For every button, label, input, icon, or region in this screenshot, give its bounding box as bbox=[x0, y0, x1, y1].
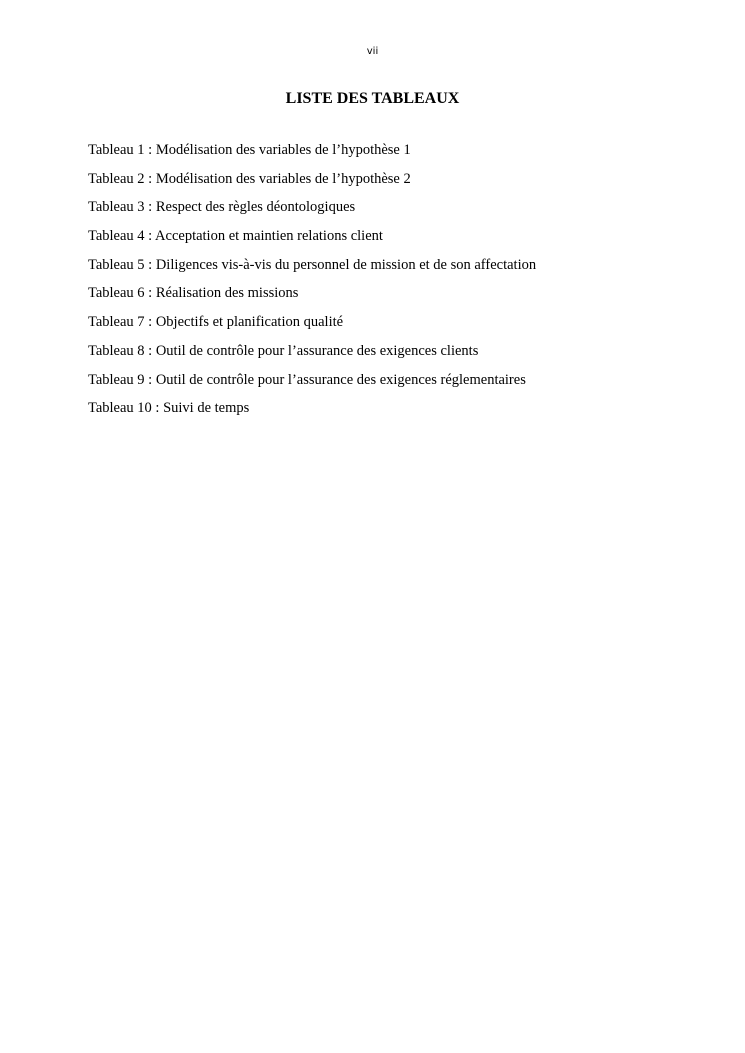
table-list-item-10: Tableau 10 : Suivi de temps bbox=[88, 400, 250, 417]
page-title: LISTE DES TABLEAUX bbox=[285, 90, 460, 107]
table-list-item-2: Tableau 2 : Modélisation des variables de l’hypothèse 2 bbox=[88, 170, 411, 187]
table-list bbox=[88, 140, 708, 427]
table-list-item-6: Tableau 6 : Réalisation des missions bbox=[88, 285, 299, 302]
table-list-item-7: Tableau 7 : Objectifs et planification qualité bbox=[88, 314, 344, 331]
table-list-item-3: Tableau 3 : Respect des règles déontologiques bbox=[88, 199, 356, 216]
page-number: vii bbox=[366, 46, 379, 57]
table-list-item-4: Tableau 4 : Acceptation et maintien relations client bbox=[88, 228, 383, 245]
table-list-item-1: Tableau 1 : Modélisation des variables de l’hypothèse 1 bbox=[88, 142, 411, 158]
table-list-item-8: Tableau 8 : Outil de contrôle pour l’assurance des exigences clients bbox=[88, 342, 479, 359]
table-list-item-9: Tableau 9 : Outil de contrôle pour l’assurance des exigences réglementaires bbox=[88, 371, 526, 388]
table-list-item-5: Tableau 5 : Diligences vis-à-vis du personnel de mission et de son affectation bbox=[88, 256, 537, 273]
